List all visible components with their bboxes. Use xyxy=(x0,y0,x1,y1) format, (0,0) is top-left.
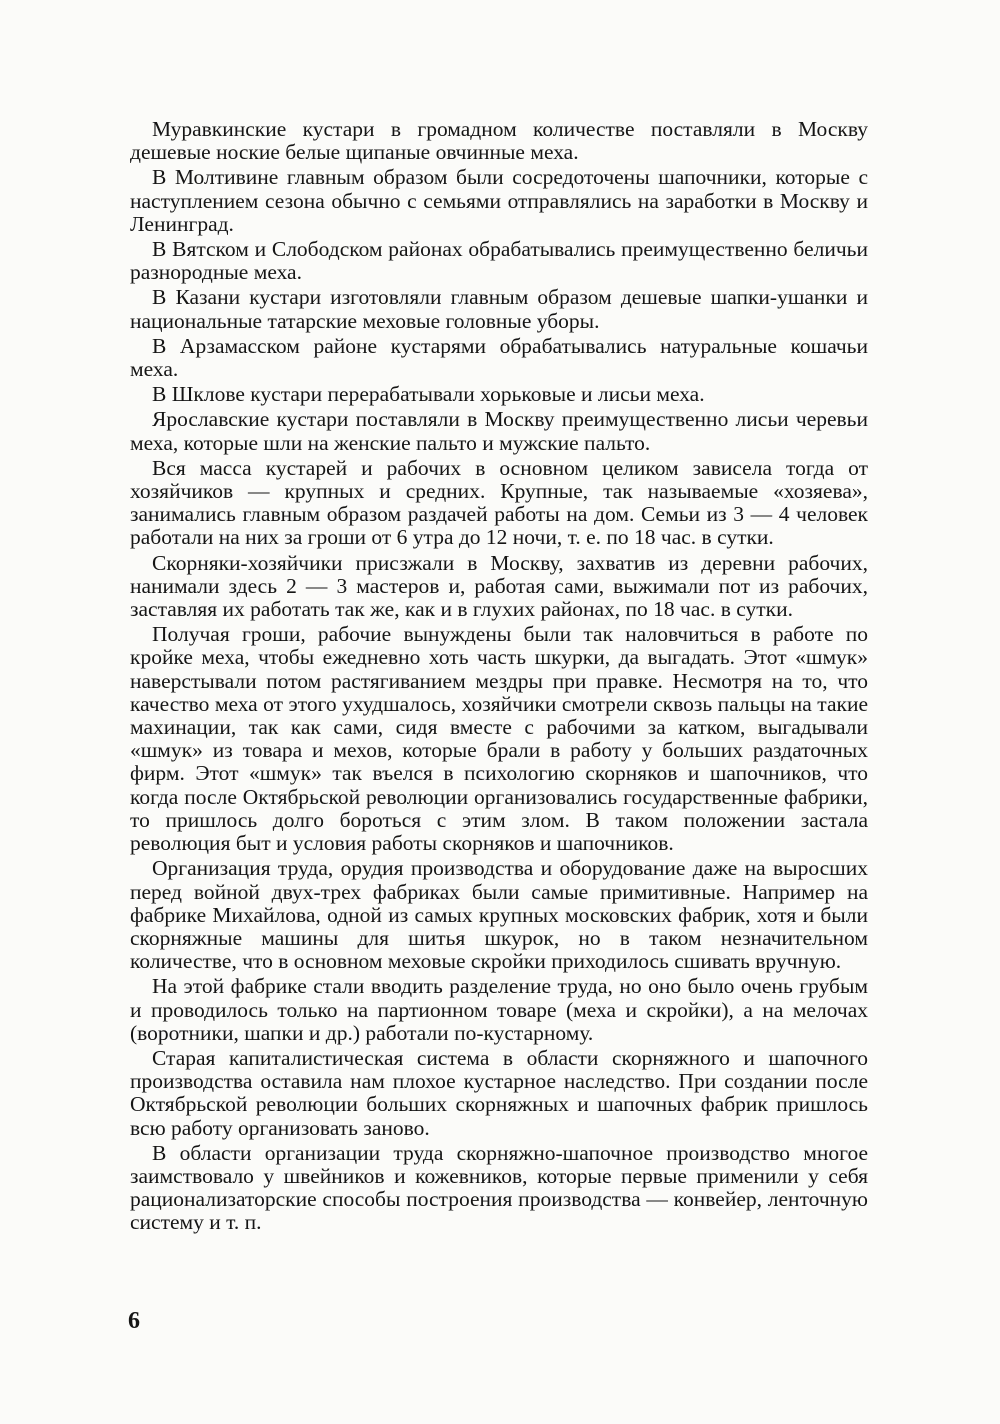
paragraph: Скорняки-хозяйчики присзжали в Москву, захватив из деревни рабочих, нанимали здесь 2 — 3 мастеров и, работая сами, выжимали пот из рабочих, заставляя их работать так же, как и в глухих районах, по 18 час. в сутки. xyxy=(130,550,868,622)
paragraph: Ярославские кустари поставляли в Москву преимущественно лисьи черевьи меха, которые шли на женские пальто и мужские пальто. xyxy=(130,407,868,455)
paragraph: В Казани кустари изготовляли главным образом дешевые шапки-ушанки и национальные татарские меховые головные уборы. xyxy=(130,285,868,333)
paragraph: Получая гроши, рабочие вынуждены были так наловчиться в работе по кройке меха, чтобы ежедневно хоть часть шкурки, да выгадать. Этот «шмук» наверстывали потом растягиванием мездры при правке. Несмотря на то, что качество меха от этого ухудшалось, хозяйчики смотрели сквозь пальцы на такие махинации, так как сами, сидя вместе с рабочими за катком, выгадывали «шмук» из товара и мехов, которые брали в работу у больших раздаточных фирм. Этот «шмук» так въелся в психологию скорняков и шапочников, что когда после Октябрьской революции организовались государственные фабрики, то пришлось долго бороться с этим злом. В таком положении застала революция быт и условия работы скорняков и шапочников. xyxy=(130,622,868,856)
paragraph: В Арзамасском районе кустарями обрабатывались натуральные кошачьи меха. xyxy=(130,333,868,382)
paragraph: В Вятском и Слободском районах обрабатывались преимущественно беличьи разнородные меха. xyxy=(130,237,868,285)
paragraph: Муравкинские кустари в громадном количестве поставляли в Москву дешевые ноские белые щипаные овчинные меха. xyxy=(130,117,868,165)
paragraph: В области организации труда скорняжно-шапочное производство многое заимствовало у швейников и кожевников, которые первые применили у себя рационализаторские способы построения производства — конвейер, ленточную систему и т. п. xyxy=(130,1140,868,1235)
paragraph: В Молтивине главным образом были сосредоточены шапочники, которые с наступлением сезона обычно с семьями отправлялись на заработки в Москву и Ленинград. xyxy=(130,165,868,236)
paragraph: Старая капиталистическая система в области скорняжного и шапочного производства оставила нам плохое кустарное наследство. При создании после Октябрьской революции больших скорняжных и шапочных фабрик пришлось всю работу организовать заново. xyxy=(130,1045,868,1140)
body-text xyxy=(130,118,868,1237)
paragraph: Организация труда, орудия производства и оборудование даже на выросших перед войной двух-трех фабриках были самые примитивные. Например на фабрике Михайлова, одной из самых крупных московских фабрик, хотя и были скорняжные машины для шитья шкурок, но в таком незначительном количестве, что в основном меховые скройки приходилось сшивать вручную. xyxy=(130,856,868,974)
paragraph: В Шклове кустари перерабатывали хорьковые и лисьи меха. xyxy=(152,382,705,407)
paragraph: На этой фабрике стали вводить разделение труда, но оно было очень грубым и проводилось только на партионном товаре (меха и скройки), а на мелочах (воротники, шапки и др.) работали по-кустарному. xyxy=(130,974,868,1045)
paragraph: Вся масса кустарей и рабочих в основном целиком зависела тогда от хозяйчиков — крупных и средних. Крупные, так называемые «хозяева», занимались главным образом раздачей работы на дом. Семьи из 3 — 4 человек работали на них за гроши от 6 утра до 12 ночи, т. е. по 18 час. в сутки. xyxy=(130,455,868,550)
page-number: 6 xyxy=(128,1308,140,1334)
